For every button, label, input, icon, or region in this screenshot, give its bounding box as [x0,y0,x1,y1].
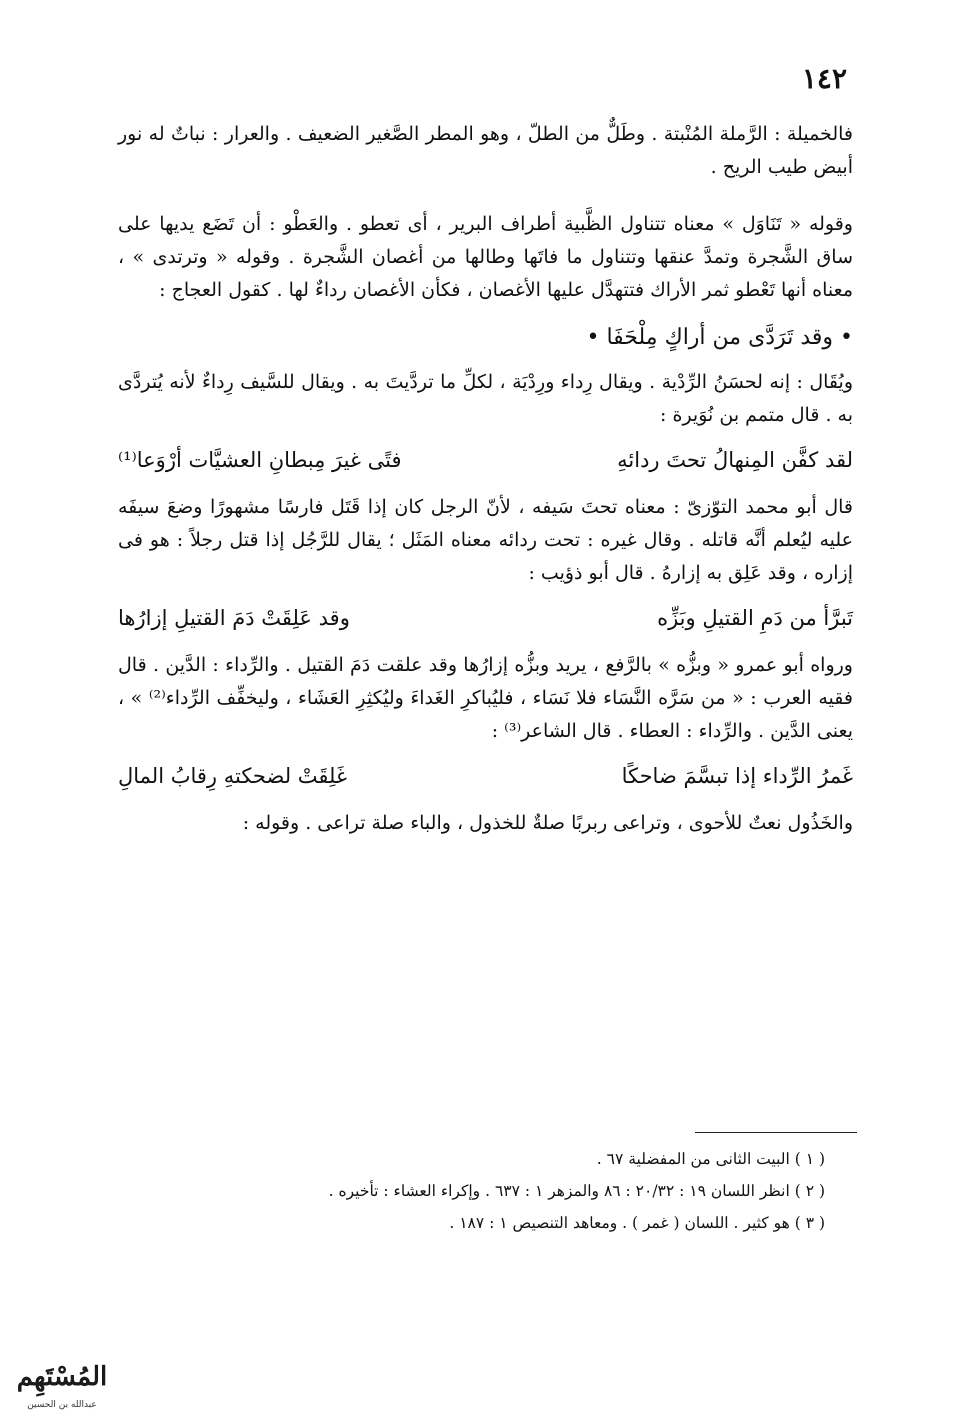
paragraph-5: ورواه أبو عمرو « وبزُّه » بالرَّفع ، يريد وبزُّه إزارُها وقد علقت دَمَ القتيل . والرِّداء : الدَّين . قال فقيه العرب : « من سَرَّه النَّسَاء فلا نَسَاء ، فليُباكرِ الغَداءَ وليُكثِرِ العَشَاء ، وليخفِّف الرِّداء⁽²⁾ » ، يعنى الدَّين . والرِّداء : العطاء . قال الشاعر⁽³⁾ : [118,654,853,742]
stamp-sub-text: عبدالله بن الحسين [27,1400,97,1410]
footnote-3: ( ٣ ) هو كثير . اللسان ( غمر ) . ومعاهد التنصيص ١ : ١٨٧ . [449,1214,825,1232]
footnote-2: ( ٢ ) انظر اللسان ١٩ : ٢٠/٣٢ : ٨٦ والمزهر ١ : ٦٣٧ . وإكراء العشاء : تأخيره . [328,1182,825,1200]
verse-poet [118,760,853,793]
verse-first-hemistich: لقد كفَّن المِنهالُ تحتَ ردائهِ [617,448,853,472]
library-stamp-logo [14,1362,110,1420]
verse-mutammim [118,444,853,477]
verse-abu-dhuayb [118,602,853,635]
paragraph-1: فالخميلة : الرَّملة المُنْبتة . وطَلٌّ من الطلّ ، وهو المطر الصَّغير الضعيف . والعرار : نباتٌ له نور أبيض طيب الريح . [118,123,853,178]
verse-first-hemistich: تَبرَّأ من دَمِ القتيلِ وبَزِّه [657,606,853,630]
paragraph-6: والخَذُول نعتٌ للأحوى ، وتراعى ربربًا صلةٌ للخذول ، والباء صلة تراعى . وقوله : [242,812,853,834]
verse-al-ajjaj: • وقد تَرَدَّى من أراكٍ مِلْحَفَا • [586,325,853,350]
footnotes [140,1143,825,1239]
paragraph-2: وقوله « تَنَاوَل » معناه تتناول الظَّبية أطراف البرير ، أى تعطو . والعَطْو : أن تَضَع يديها على ساق الشَّجرة وتمدَّ عنقها وتتناول ما فاتَها وطالها من أغصان الشَّجرة . وقوله « وترتدى » ، معناه أنها تَعْطو ثمر الأراك فتتهدَّل عليها الأغصان ، فكأن الأغصان رداءٌ لها . كقول العجاج : [118,213,853,301]
verse-second-hemistich: وقد عَلِقَتْ دَمَ القتيلِ إزارُها [118,606,350,630]
verse-first-hemistich: غَمرُ الرِّداء إذا تبسَّمَ ضاحكًا [621,764,853,788]
footnote-divider [695,1132,857,1133]
paragraph-3: ويُقَال : إنه لحسَنُ الرِّدْية . ويقال رِداء ورِدْيَة ، لكلِّ ما تردَّيتَ به . ويقال للسَّيف رِداءٌ لأنه يُتردَّى به . قال متمم بن نُوَيرة : [118,371,853,426]
stamp-main-text: المُسْتَهِم [16,1362,108,1392]
verse-second-hemistich: فتًى غيرَ مِبطانِ العشيَّات أرْوَعا⁽¹⁾ [118,448,402,472]
main-text [118,118,853,840]
footnote-1: ( ١ ) البيت الثانى من المفضلية ٦٧ . [596,1150,825,1168]
page-number: ١٤٢ [801,62,847,95]
verse-second-hemistich: غَلِقَتْ لضحكتهِ رِقابُ المالِ [118,764,347,788]
paragraph-4: قال أبو محمد التوّزىّ : معناه تحتَ سَيفه ، لأنّ الرجل كان إذا قَتَل فارسًا مشهورًا وضعَ سيفَه عليه ليُعلم أنَّه قاتله . وقال غيره : تحت ردائه معناه المَثَل ؛ يقال للرَّجُل إذا قتل رجلاً : هو فى إزاره ، وقد عَلِق به إزارهُ . قال أبو ذؤيب : [118,496,853,584]
